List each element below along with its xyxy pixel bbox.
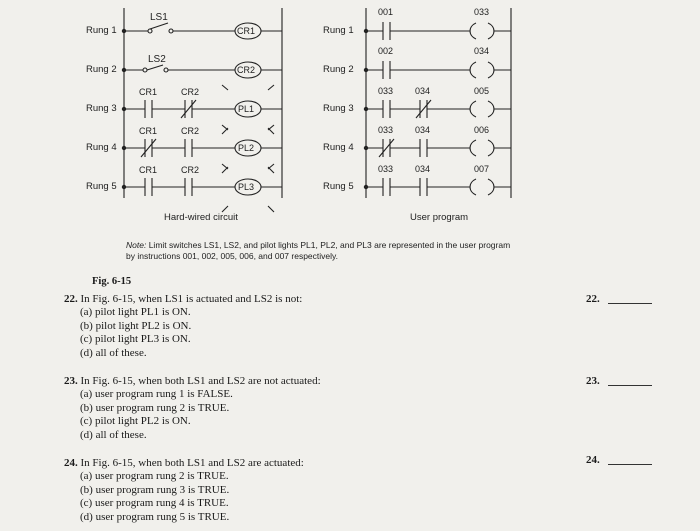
question-stem: In Fig. 6-15, when both LS1 and LS2 are not actuated: <box>80 375 321 387</box>
question-number: 24. <box>64 457 78 469</box>
answer-blank-23[interactable] <box>608 385 652 386</box>
user-rung-5 <box>366 178 511 196</box>
coil-label-pl3: PL3 <box>238 182 255 192</box>
switch-label-ls2: LS2 <box>148 54 166 65</box>
question-24 <box>64 457 564 524</box>
user-rung-1 <box>366 22 511 40</box>
instruction-label: 033 <box>378 125 394 135</box>
hardwired-rung-3 <box>124 100 282 118</box>
user-rung-2 <box>366 61 511 79</box>
user-program-caption: User program <box>410 212 469 223</box>
instruction-label: 034 <box>415 125 431 135</box>
contact-label: CR1 <box>139 87 158 97</box>
note-label: Note: <box>126 240 147 250</box>
hardwired-rung-4 <box>124 139 282 157</box>
instruction-label: 001 <box>378 7 394 17</box>
coil-label-cr2: CR2 <box>237 65 256 75</box>
output-label: 005 <box>474 86 490 96</box>
answer-blank-22[interactable] <box>608 303 652 304</box>
contact-label: CR2 <box>181 165 200 175</box>
output-label: 006 <box>474 125 490 135</box>
instruction-label: 034 <box>415 164 431 174</box>
hardwired-rung-label: Rung 4 <box>86 142 117 153</box>
answer-label-22: 22. <box>586 293 600 305</box>
contact-label: CR1 <box>139 126 158 136</box>
output-label: 007 <box>474 164 490 174</box>
answer-option: (d) user program rung 5 is TRUE. <box>80 510 230 523</box>
hardwired-rung-label: Rung 1 <box>86 25 117 36</box>
question-22 <box>64 293 564 360</box>
answer-option: (c) pilot light PL2 is ON. <box>80 415 191 428</box>
note-text: Limit switches LS1, LS2, and pilot lights PL1, PL2, and PL3 are represented in the user program by instructions 001, 002, 005, 006, and 007 respectively. <box>126 240 511 261</box>
figure-note <box>126 240 516 261</box>
answer-option: (b) user program rung 2 is TRUE. <box>80 401 230 414</box>
figure-label: Fig. 6-15 <box>92 276 132 287</box>
contact-label: CR2 <box>181 126 200 136</box>
answer-label-24: 24. <box>586 454 600 466</box>
hardwired-rung-label: Rung 5 <box>86 181 117 192</box>
answer-option: (c) user program rung 4 is TRUE. <box>80 497 229 510</box>
user-rung-label: Rung 4 <box>323 142 354 153</box>
contact-label: CR1 <box>139 165 158 175</box>
answer-option: (a) user program rung 2 is TRUE. <box>80 470 229 483</box>
question-number: 23. <box>64 375 78 387</box>
hardwired-rung-2 <box>124 65 282 72</box>
output-label: 034 <box>474 46 490 56</box>
hardwired-rung-1 <box>124 23 282 33</box>
user-rung-4 <box>366 139 511 157</box>
hardwired-rung-5 <box>124 178 282 196</box>
coil-label-cr1: CR1 <box>237 26 256 36</box>
user-rung-label: Rung 1 <box>323 25 354 36</box>
coil-label-pl1: PL1 <box>238 104 255 114</box>
answer-option: (b) user program rung 3 is TRUE. <box>80 483 230 496</box>
switch-label-ls1: LS1 <box>150 12 168 23</box>
question-stem: In Fig. 6-15, when LS1 is actuated and LS2 is not: <box>80 293 303 305</box>
answer-option: (c) pilot light PL3 is ON. <box>80 333 191 346</box>
user-rung-label: Rung 3 <box>323 103 354 114</box>
instruction-label: 002 <box>378 46 394 56</box>
answer-option: (b) pilot light PL2 is ON. <box>80 319 192 332</box>
user-rung-label: Rung 2 <box>323 64 354 75</box>
user-rung-3 <box>366 100 511 118</box>
answer-label-23: 23. <box>586 375 600 387</box>
instruction-label: 034 <box>415 86 431 96</box>
contact-label: CR2 <box>181 87 200 97</box>
answer-option: (d) all of these. <box>80 346 147 359</box>
instruction-label: 033 <box>378 86 394 96</box>
answer-option: (a) user program rung 1 is FALSE. <box>80 388 233 401</box>
question-23 <box>64 375 564 442</box>
instruction-label: 033 <box>378 164 394 174</box>
hardwired-rung-label: Rung 3 <box>86 103 117 114</box>
user-rung-label: Rung 5 <box>323 181 354 192</box>
answer-option: (d) all of these. <box>80 428 147 441</box>
hardwired-rung-label: Rung 2 <box>86 64 117 75</box>
coil-label-pl2: PL2 <box>238 143 255 153</box>
answer-blank-24[interactable] <box>608 464 652 465</box>
question-stem: In Fig. 6-15, when both LS1 and LS2 are actuated: <box>80 457 304 469</box>
hardwired-caption: Hard-wired circuit <box>164 212 238 223</box>
output-label: 033 <box>474 7 490 17</box>
answer-option: (a) pilot light PL1 is ON. <box>80 306 191 319</box>
question-number: 22. <box>64 293 78 305</box>
